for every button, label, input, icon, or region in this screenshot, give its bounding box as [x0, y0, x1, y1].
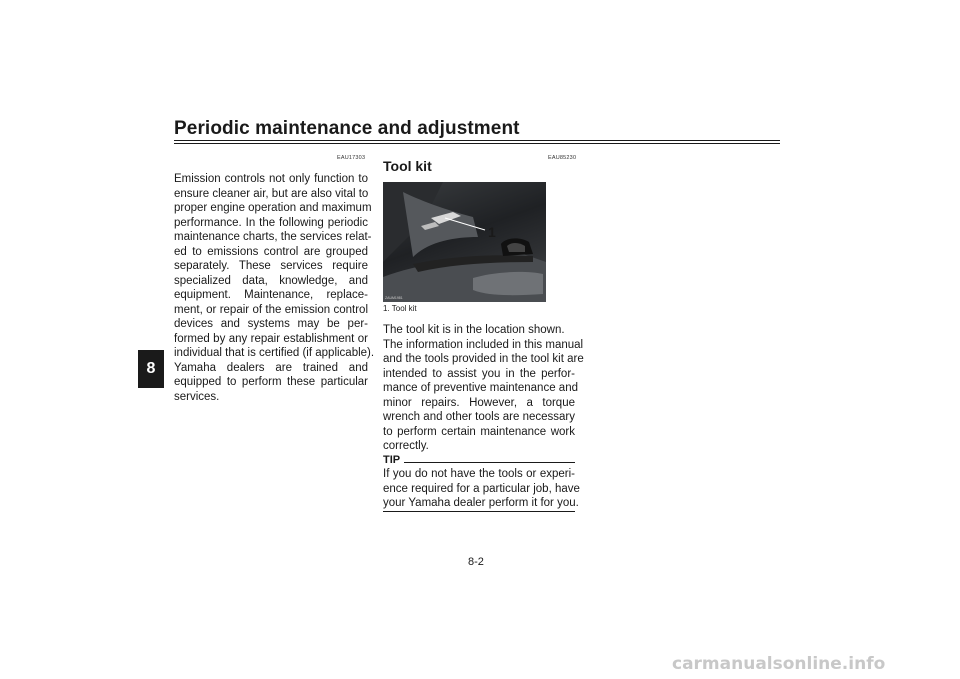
- section-title: Tool kit: [383, 158, 432, 174]
- figure-caption: 1. Tool kit: [383, 304, 417, 313]
- right-line: to perform certain maintenance work: [383, 425, 575, 438]
- watermark: carmanualsonline.info: [672, 654, 886, 674]
- tip-text: [383, 467, 580, 511]
- left-line: Emission controls not only function to: [174, 173, 368, 185]
- left-line: equipped to perform these particular: [174, 376, 368, 388]
- right-line: The information included in this manual: [383, 338, 584, 351]
- right-section-code: EAU85230: [548, 155, 577, 161]
- right-line: intended to assist you in the perfor-: [383, 367, 575, 380]
- right-line: correctly.: [383, 440, 429, 452]
- left-body-text: [174, 172, 375, 404]
- right-line: minor repairs. However, a torque: [383, 396, 575, 409]
- tip-label: TIP: [383, 454, 401, 466]
- right-line: wrench and other tools are necessary: [383, 411, 575, 423]
- tip-rule-top: [404, 462, 575, 463]
- tool-kit-illustration: [383, 182, 546, 302]
- left-line: individual that is certified (if applicable).: [174, 347, 375, 359]
- left-line: ment, or repair of the emission control: [174, 303, 368, 316]
- tool-kit-photo: [383, 182, 546, 302]
- tip-line: your Yamaha dealer perform it for you.: [383, 497, 579, 509]
- left-line: equipment. Maintenance, replace-: [174, 289, 368, 301]
- left-line: services.: [174, 390, 220, 403]
- header-rule: [174, 140, 780, 144]
- left-line: devices and systems may be per-: [174, 318, 368, 330]
- figure-callout: 1: [488, 224, 496, 240]
- photo-code: ZAUM1981: [385, 296, 403, 300]
- right-line: The tool kit is in the location shown.: [383, 324, 565, 336]
- left-line: proper engine operation and maximum: [174, 202, 372, 214]
- left-line: ensure cleaner air, but are also vital to: [174, 187, 369, 200]
- tip-line: If you do not have the tools or experi-: [383, 468, 575, 480]
- left-section-code: EAU17303: [337, 155, 366, 161]
- left-line: performance. In the following periodic: [174, 216, 368, 229]
- page-number: 8-2: [468, 556, 484, 568]
- left-line: specialized data, knowledge, and: [174, 274, 368, 287]
- left-line: Yamaha dealers are trained and: [174, 361, 368, 374]
- tip-rule-bottom: [383, 511, 575, 512]
- left-line: maintenance charts, the services relat-: [174, 231, 372, 243]
- left-line: ed to emissions control are grouped: [174, 245, 368, 258]
- left-line: separately. These services require: [174, 260, 368, 272]
- right-line: mance of preventive maintenance and: [383, 382, 578, 394]
- chapter-tab: 8: [138, 350, 164, 388]
- left-line: formed by any repair establishment or: [174, 332, 368, 345]
- right-body-text: [383, 323, 584, 454]
- page-title: Periodic maintenance and adjustment: [174, 118, 520, 139]
- tip-line: ence required for a particular job, have: [383, 482, 580, 495]
- right-line: and the tools provided in the tool kit are: [383, 353, 584, 365]
